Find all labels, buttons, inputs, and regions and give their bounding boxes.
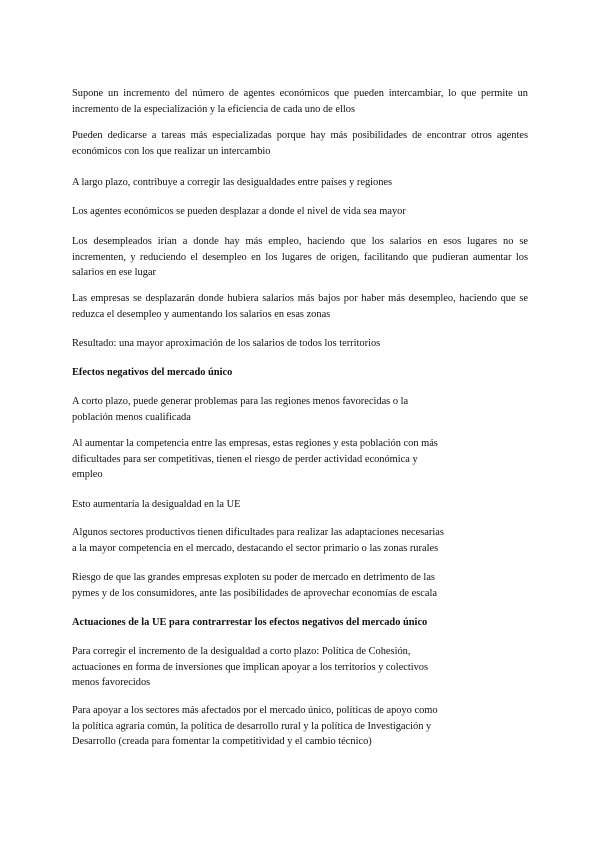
text-line: la política agraria común, la política de desarrollo rural y la política de Investigación y	[72, 720, 432, 732]
paragraph-short-term	[72, 394, 472, 425]
heading-eu-actions: Actuaciones de la UE para contrarrestar los efectos negativos del mercado único	[72, 617, 428, 628]
paragraph-unemployed: Los desempleados irían a donde hay más empleo, haciendo que los salarios en esos lugares no se incrementen, y reduciendo el desempleo en los lugares de origen, facilitando que pudieran aumentar los salarios en ese lugar	[72, 236, 528, 278]
text-line: dificultades para ser competitivas, tienen el riesgo de perder actividad económica y	[72, 453, 418, 465]
text-line: Para apoyar a los sectores más afectados por el mercado único, políticas de apoyo como	[72, 705, 438, 716]
text-line: Algunos sectores productivos tienen dificultades para realizar las adaptaciones necesarias	[72, 527, 444, 538]
paragraph-sectors	[72, 525, 472, 556]
text-line: menos favorecidos	[72, 677, 151, 688]
paragraph-inequality	[72, 497, 472, 513]
paragraph-competition	[72, 436, 472, 483]
text-line: Para corregir el incremento de la desigualdad a corto plazo: Política de Cohesión,	[72, 646, 411, 657]
heading-negative-effects: Efectos negativos del mercado único	[72, 367, 233, 378]
text-line: Esto aumentaría la desigualdad en la UE	[72, 499, 241, 510]
text-line: Desarrollo (creada para fomentar la competitividad y el cambio técnico)	[72, 736, 372, 747]
text-line: Riesgo de que las grandes empresas exploten su poder de mercado en detrimento de las	[72, 572, 435, 583]
paragraph-support-policies	[72, 703, 472, 750]
paragraph-market-power	[72, 570, 472, 601]
paragraph-tasks: Pueden dedicarse a tareas más especializadas porque hay más posibilidades de encontrar otros agentes económicos con los que realizar un intercambio	[72, 130, 528, 157]
paragraph-result: Resultado: una mayor aproximación de los salarios de todos los territorios	[72, 338, 381, 349]
paragraph-cohesion-policy	[72, 644, 472, 691]
text-line: A corto plazo, puede generar problemas para las regiones menos favorecidas o la	[72, 396, 409, 407]
paragraph-specialization: Supone un incremento del número de agentes económicos que pueden intercambiar, lo que permite un incremento de la especialización y la eficiencia de cada uno de ellos	[72, 88, 528, 115]
paragraph-companies: Las empresas se desplazarán donde hubiera salarios más bajos por haber más desempleo, haciendo que se reduzca el desempleo y aumentando los salarios en esas zonas	[72, 293, 528, 320]
text-line: actuaciones en forma de inversiones que implican apoyar a los territorios y colectivos	[72, 661, 429, 673]
paragraph-agents-move: Los agentes económicos se pueden desplazar a donde el nivel de vida sea mayor	[72, 206, 406, 217]
text-line: empleo	[72, 469, 103, 480]
paragraph-long-term: A largo plazo, contribuye a corregir las desigualdades entre países y regiones	[72, 177, 393, 188]
text-line: Al aumentar la competencia entre las empresas, estas regiones y esta población con más	[72, 438, 438, 449]
text-line: población menos cualificada	[72, 411, 191, 423]
text-line: pymes y de los consumidores, ante las posibilidades de aprovechar economías de escala	[72, 587, 438, 599]
text-line: a la mayor competencia en el mercado, destacando el sector primario o las zonas rurales	[72, 542, 439, 554]
